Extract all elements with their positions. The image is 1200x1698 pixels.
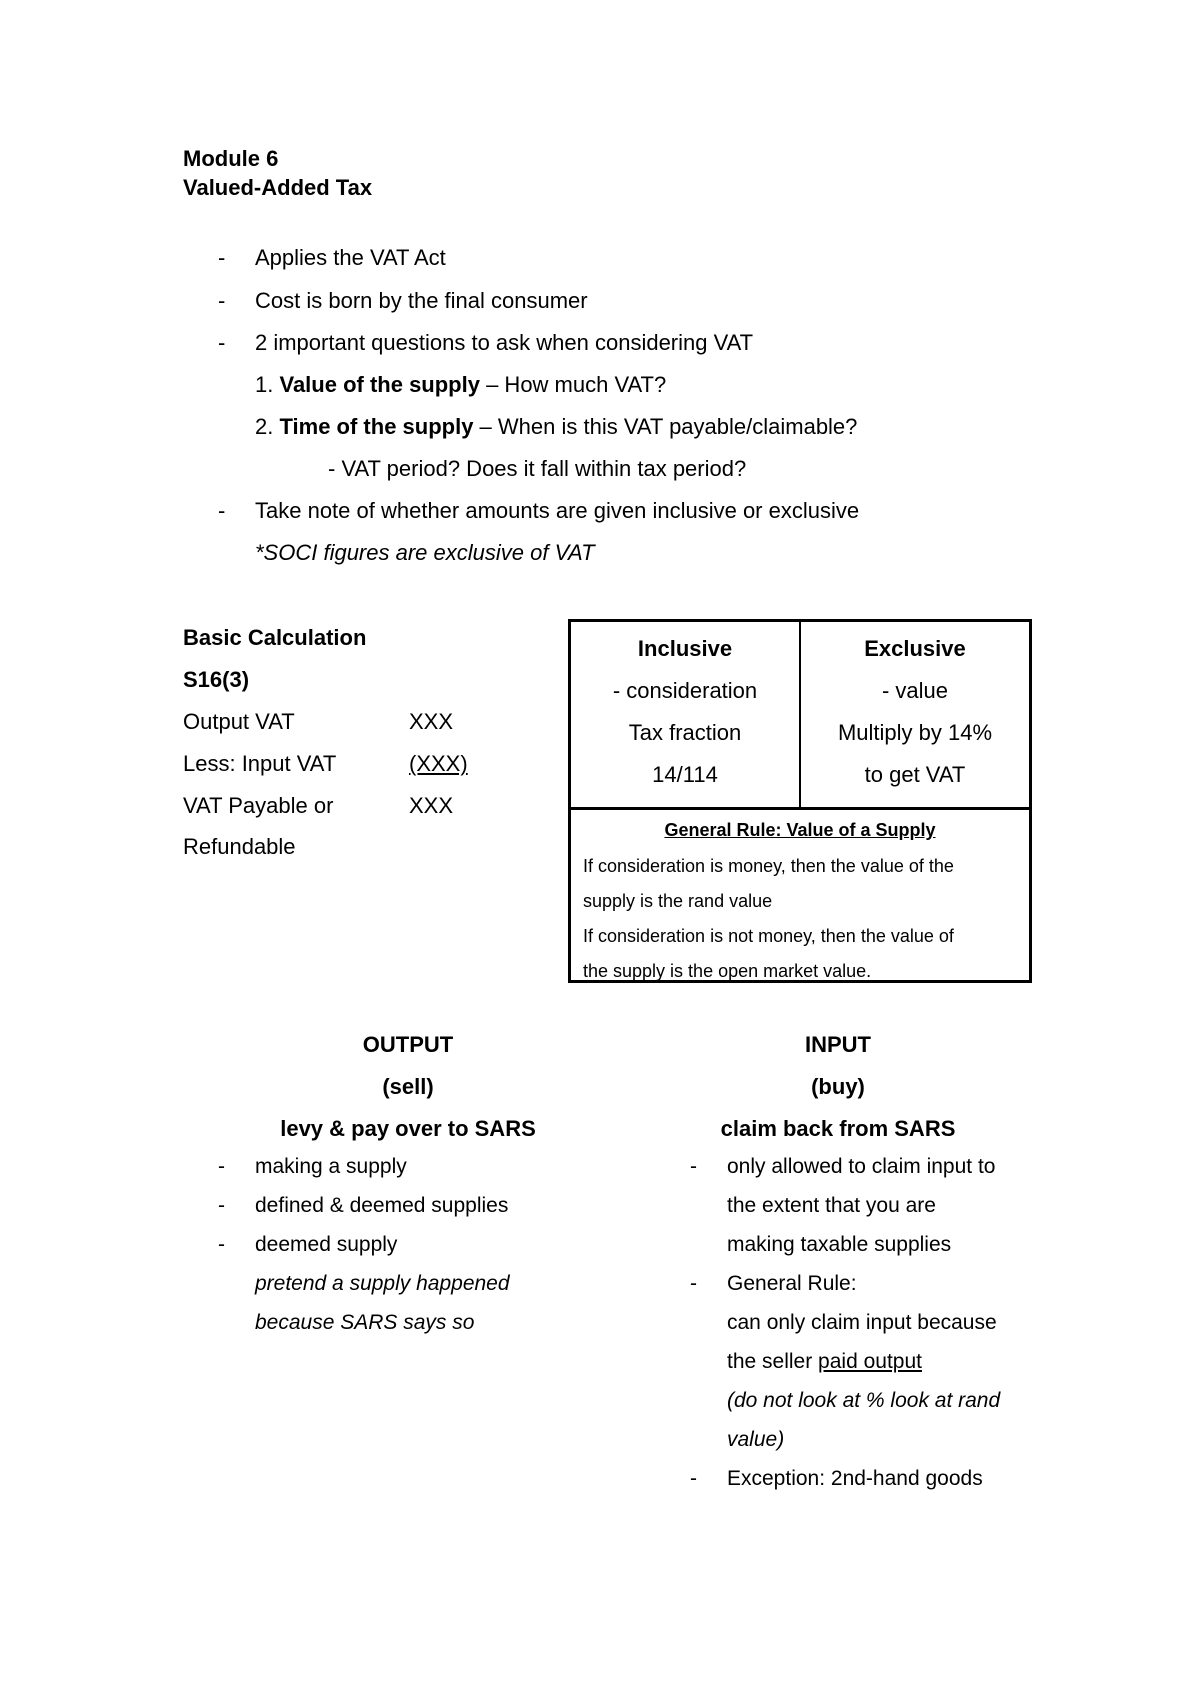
calc-input-label: Less: Input VAT <box>183 751 337 776</box>
calc-output-label: Output VAT <box>183 709 295 734</box>
output-item-deemed-supply: deemed supply <box>255 1233 398 1256</box>
output-description: levy & pay over to SARS <box>280 1116 536 1141</box>
vat-table <box>568 619 1032 983</box>
exclusive-line-2: Multiply by 14% <box>837 720 993 745</box>
inclusive-line-3: 14/114 <box>652 762 718 787</box>
output-item-defined-deemed: defined & deemed supplies <box>255 1194 509 1217</box>
bullet-inclusive-exclusive: Take note of whether amounts are given inclusive or exclusive <box>255 498 860 523</box>
inclusive-line-2: Tax fraction <box>628 720 742 745</box>
bullet-final-consumer: Cost is born by the final consumer <box>255 288 588 313</box>
exclusive-line-1: - value <box>881 678 949 703</box>
inclusive-heading: Inclusive <box>637 636 733 661</box>
bullet-dash: - <box>690 1272 697 1295</box>
general-rule-line-1: If consideration is money, then the value of the <box>583 856 954 876</box>
module-title: Valued-Added Tax <box>183 175 373 200</box>
input-subheading: (buy) <box>811 1074 865 1099</box>
inclusive-line-1: - consideration <box>612 678 758 703</box>
calc-input-value: (XXX) <box>409 751 468 776</box>
input-general-rule-label: General Rule: <box>727 1272 857 1295</box>
general-rule-line-2: supply is the rand value <box>583 891 773 911</box>
question-time-of-supply: 2. Time of the supply – When is this VAT payable/claimable? <box>255 414 858 439</box>
bullet-important-questions: 2 important questions to ask when considering VAT <box>255 330 754 355</box>
input-exception: Exception: 2nd-hand goods <box>727 1467 983 1490</box>
calc-payable-label-cont: Refundable <box>183 834 296 859</box>
input-general-rule-line-1: can only claim input because <box>727 1311 997 1334</box>
bullet-dash: - <box>218 330 226 355</box>
output-note-line-2: because SARS says so <box>255 1311 475 1334</box>
general-rule-title: General Rule: Value of a Supply <box>664 820 936 840</box>
exclusive-column <box>801 622 1029 807</box>
input-description: claim back from SARS <box>720 1116 956 1141</box>
bullet-dash: - <box>218 1233 225 1256</box>
bullet-dash: - <box>218 1194 225 1217</box>
calc-payable-value: XXX <box>409 793 454 818</box>
bullet-applies-vat-act: Applies the VAT Act <box>255 245 446 270</box>
module-number: Module 6 <box>183 146 279 171</box>
bullet-dash: - <box>690 1155 697 1178</box>
calc-payable-label: VAT Payable or <box>183 793 334 818</box>
bullet-dash: - <box>218 288 226 313</box>
calc-output-value: XXX <box>409 709 454 734</box>
exclusive-heading: Exclusive <box>864 636 966 661</box>
question-vat-period: - VAT period? Does it fall within tax period? <box>328 456 747 481</box>
input-general-rule-line-2: the seller paid output <box>727 1350 922 1373</box>
soci-note: *SOCI figures are exclusive of VAT <box>255 540 595 565</box>
general-rule-line-4: the supply is the open market value. <box>583 961 872 981</box>
input-heading: INPUT <box>805 1032 871 1057</box>
output-item-making-supply: making a supply <box>255 1155 407 1178</box>
bullet-dash: - <box>218 245 226 270</box>
bullet-dash: - <box>218 1155 225 1178</box>
output-subheading: (sell) <box>382 1074 434 1099</box>
input-item-line-1: only allowed to claim input to <box>727 1155 996 1178</box>
input-item-line-2: the extent that you are <box>727 1194 936 1217</box>
question-value-of-supply: 1. Value of the supply – How much VAT? <box>255 372 667 397</box>
input-note-line-2: value) <box>727 1428 785 1451</box>
general-rule-line-3: If consideration is not money, then the value of <box>583 926 954 946</box>
calc-title: Basic Calculation <box>183 625 367 650</box>
vat-table-top-row <box>571 622 1029 810</box>
output-note-line-1: pretend a supply happened <box>255 1272 510 1295</box>
input-note-line-1: (do not look at % look at rand <box>727 1389 1001 1412</box>
bullet-dash: - <box>690 1467 697 1490</box>
bullet-dash: - <box>218 498 226 523</box>
calc-section: S16(3) <box>183 667 250 692</box>
input-item-line-3: making taxable supplies <box>727 1233 952 1256</box>
exclusive-line-3: to get VAT <box>864 762 966 787</box>
general-rule-box <box>571 810 1029 980</box>
inclusive-column <box>571 622 801 807</box>
output-heading: OUTPUT <box>362 1032 454 1057</box>
